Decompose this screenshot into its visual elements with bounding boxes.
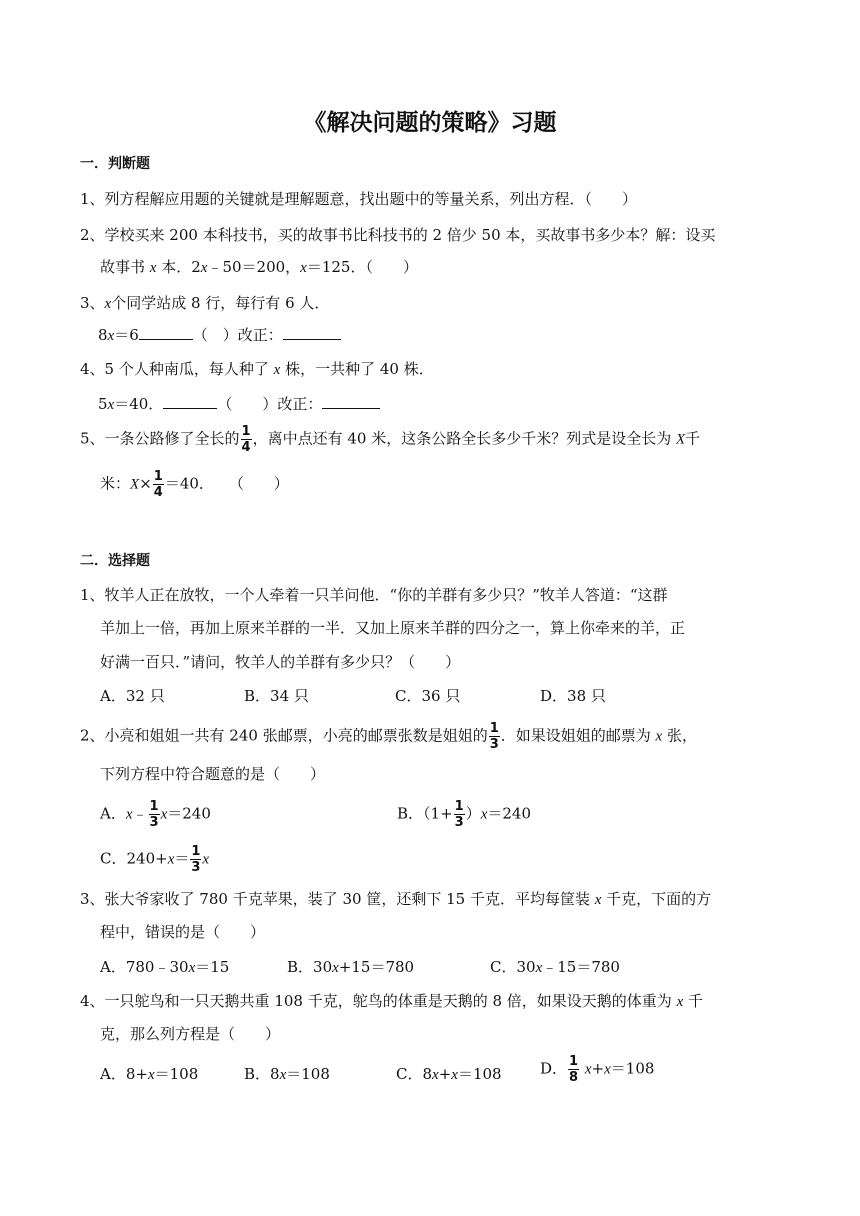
option-b[interactable]: B．（1+ $\frac{1}{3}$ ）x＝240 — [397, 799, 532, 830]
s1-question-2-line1: 2、学校买来 200 本科技书，买的故事书比科技书的 2 倍少 50 本，买故事书多少本？解：设买 — [80, 226, 716, 244]
option-a[interactable]: A．32 只 — [100, 687, 165, 705]
option-c[interactable]: C．240+x＝ $\frac{1}{3}$ x — [100, 844, 210, 875]
s1-question-1: 1、列方程解应用题的关键就是理解题意，找出题中的等量关系，列出方程．（ ） — [80, 190, 638, 208]
section-heading-judgement: 一．判断题 — [80, 156, 150, 172]
option-c[interactable]: C．8x+x＝108 — [396, 1065, 502, 1083]
fraction-one-third: $\frac{1}{3}$ — [149, 799, 159, 830]
s2-question-1-line1: 1、牧羊人正在放牧，一个人牵着一只羊问他．“你的羊群有多少只？”牧羊人答道：“这群 — [80, 586, 668, 604]
answer-blank[interactable] — [139, 337, 193, 340]
option-b[interactable]: B．30x+15＝780 — [287, 958, 415, 976]
s2-question-3-line2: 程中，错误的是（ ） — [100, 923, 266, 941]
option-a[interactable]: A．780﹣30x＝15 — [100, 958, 230, 976]
s2-question-1-line2: 羊加上一倍，再加上原来羊群的一半．又加上原来羊群的四分之一，算上你牵来的羊，正 — [100, 619, 686, 637]
option-c[interactable]: C．36 只 — [395, 687, 461, 705]
s2-question-1-line3: 好满一百只．”请问，牧羊人的羊群有多少只？（ ） — [100, 653, 461, 671]
fraction-one-third: $\frac{1}{3}$ — [454, 799, 464, 830]
s1-question-4-line1: 4、5 个人种南瓜，每人种了 x 株，一共种了 40 株． — [80, 360, 434, 378]
option-d[interactable]: D． $\frac{1}{8}$ x+x＝108 — [540, 1054, 655, 1085]
answer-blank[interactable] — [163, 406, 217, 409]
s1-question-3-line2: 8x＝6 （ ）改正： — [98, 328, 341, 344]
s2-question-2-line2: 下列方程中符合题意的是（ ） — [100, 765, 326, 783]
correction-blank[interactable] — [283, 337, 341, 340]
s2-question-3-line1: 3、张大爷家收了 780 千克苹果，装了 30 筐，还剩下 15 千克．平均每筐装 x 千克，下面的方 — [80, 890, 712, 908]
option-a[interactable]: A．8+x＝108 — [100, 1065, 199, 1083]
option-c[interactable]: C．30x﹣15＝780 — [490, 958, 620, 976]
fraction-one-eighth: $\frac{1}{8}$ — [569, 1054, 579, 1085]
s2-question-4-line2: 克，那么列方程是（ ） — [100, 1025, 281, 1043]
fraction-one-third: $\frac{1}{3}$ — [191, 844, 201, 875]
fraction-one-third: $\frac{1}{3}$ — [489, 721, 499, 752]
s1-question-5-line1: 5、一条公路修了全长的 $\frac{1}{4}$ ，离中点还有 40 米，这条公路全长多少千米？列式是设全长为 X千 — [80, 424, 701, 455]
s1-question-2-line2: 故事书 x 本．2x﹣50＝200，x＝125．（ ） — [100, 258, 418, 276]
correction-blank[interactable] — [322, 406, 380, 409]
s1-question-4-line2: 5x＝40． （ ）改正： — [98, 397, 380, 413]
s2-question-4-line1: 4、一只鸵鸟和一只天鹅共重 108 千克，鸵鸟的体重是天鹅的 8 倍，如果设天鹅的体重为 x 千 — [80, 992, 704, 1010]
fraction-one-quarter: $\frac{1}{4}$ — [153, 469, 163, 500]
page-title: 《解决问题的策略》习题 — [303, 110, 557, 136]
option-b[interactable]: B．8x＝108 — [244, 1065, 330, 1083]
section-heading-choice: 二．选择题 — [80, 553, 150, 569]
s2-question-2-line1: 2、小亮和姐姐一共有 240 张邮票，小亮的邮票张数是姐姐的 $\frac{1}{3}$ ．如果设姐姐的邮票为 x 张， — [80, 721, 697, 752]
s1-question-3-line1: 3、x个同学站成 8 行，每行有 6 人． — [80, 294, 330, 312]
fraction-one-quarter: $\frac{1}{4}$ — [241, 424, 251, 455]
option-b[interactable]: B．34 只 — [244, 687, 309, 705]
s1-question-5-line2: 米：X× $\frac{1}{4}$ ＝40． （ ） — [100, 469, 289, 500]
option-d[interactable]: D．38 只 — [540, 687, 606, 705]
option-a[interactable]: A．x﹣ $\frac{1}{3}$ x＝240 — [100, 799, 211, 830]
